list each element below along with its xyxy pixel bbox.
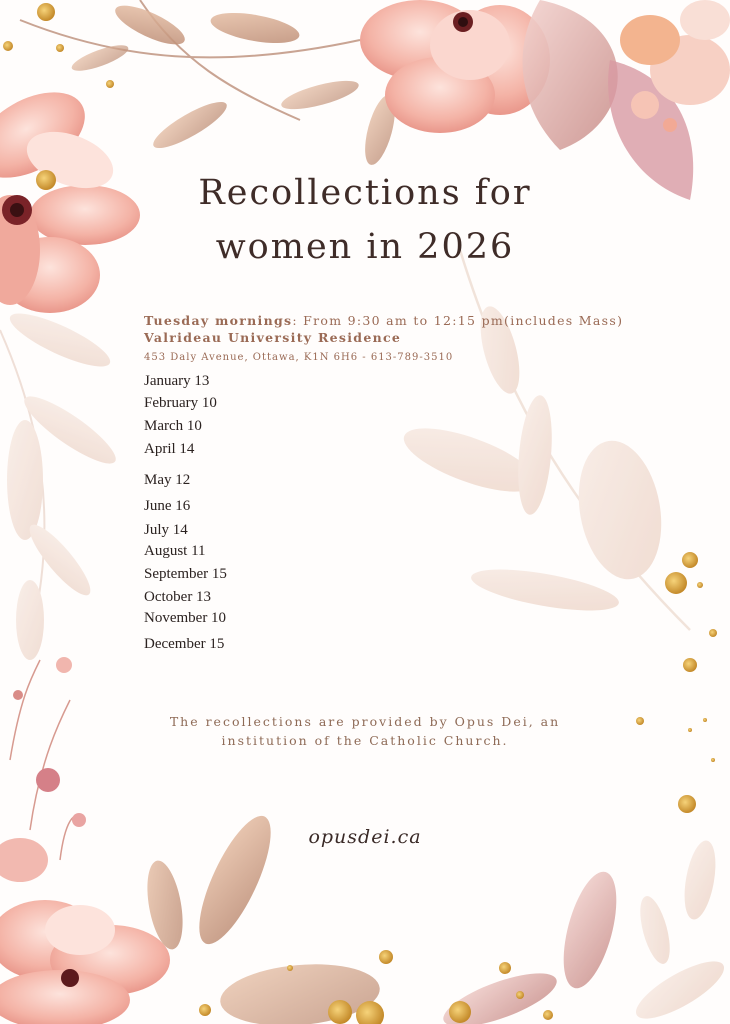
venue-name: Valrideau University Residence — [144, 330, 402, 345]
date-item: March 10 — [144, 418, 202, 434]
date-item: December 15 — [144, 636, 225, 652]
date-item: June 16 — [144, 498, 191, 514]
date-item: January 13 — [144, 373, 210, 389]
title-line-2: women in 2026 — [215, 227, 515, 267]
date-item: May 12 — [144, 472, 191, 488]
date-item: April 14 — [144, 441, 195, 457]
title-line-1: Recollections for — [198, 173, 532, 213]
date-item: July 14 — [144, 522, 188, 538]
date-item: February 10 — [144, 395, 217, 411]
footer-line-2: institution of the Catholic Church. — [221, 733, 509, 748]
date-item: September 15 — [144, 566, 227, 582]
date-item: October 13 — [144, 589, 212, 605]
schedule-day-label: Tuesday mornings — [144, 313, 293, 328]
date-item: August 11 — [144, 543, 206, 559]
venue-address: 453 Daly Avenue, Ottawa, K1N 6H6 - 613-789-3510 — [144, 352, 454, 363]
schedule-text — [144, 313, 623, 328]
date-item: November 10 — [144, 610, 227, 626]
footer-line-1: The recollections are provided by Opus Dei, an — [169, 714, 561, 729]
website-text: opusdei.ca — [308, 826, 422, 848]
schedule-time: : From 9:30 am to 12:15 pm(includes Mass) — [292, 313, 624, 328]
